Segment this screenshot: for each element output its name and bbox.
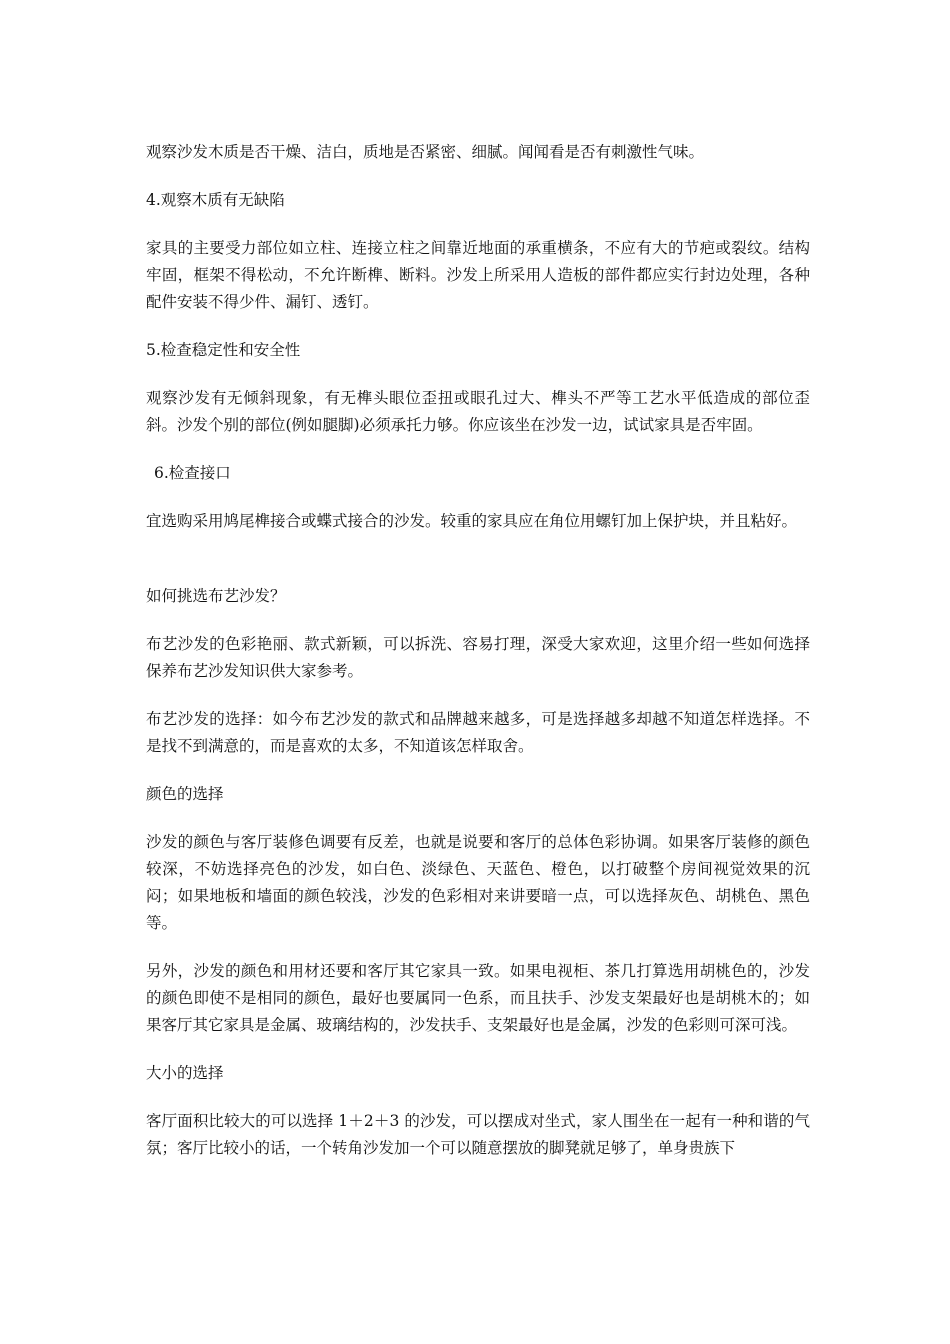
paragraph-fabric-sofa-intro: 布艺沙发的色彩艳丽、款式新颖，可以拆洗、容易打理，深受大家欢迎，这里介绍一些如何选择保养布艺沙发知识供大家参考。 bbox=[146, 635, 810, 680]
heading-check-joints: 6.检查接口 bbox=[154, 464, 231, 482]
paragraph-stability-safety: 观察沙发有无倾斜现象，有无榫头眼位歪扭或眼孔过大、榫头不严等工艺水平低造成的部位歪斜。沙发个别的部位(例如腿脚)必须承托力够。你应该坐在沙发一边，试试家具是否牢固。 bbox=[146, 389, 810, 434]
paragraph-check-joints: 宜选购采用鸠尾榫接合或蝶式接合的沙发。较重的家具应在角位用螺钉加上保护块，并且粘好。 bbox=[146, 512, 798, 530]
paragraph-color-contrast: 沙发的颜色与客厅装修色调要有反差，也就是说要和客厅的总体色彩协调。如果客厅装修的颜色较深，不妨选择亮色的沙发，如白色、淡绿色、天蓝色、橙色，以打破整个房间视觉效果的沉闷；如果地板和墙面的颜色较浅，沙发的色彩相对来讲要暗一点，可以选择灰色、胡桃色、黑色等。 bbox=[146, 833, 810, 932]
paragraph-size-choice: 客厅面积比较大的可以选择 1＋2＋3 的沙发，可以摆成对坐式，家人围坐在一起有一种和谐的气氛；客厅比较小的话，一个转角沙发加一个可以随意摆放的脚凳就足够了，单身贵族下 bbox=[146, 1112, 810, 1157]
heading-wood-defects: 4.观察木质有无缺陷 bbox=[146, 191, 285, 209]
document-body bbox=[146, 139, 810, 1183]
paragraph-color-consistency: 另外，沙发的颜色和用材还要和客厅其它家具一致。如果电视柜、茶几打算选用胡桃色的，沙发的颜色即使不是相同的颜色，最好也要属同一色系，而且扶手、沙发支架最好也是胡桃木的；如果客厅其它家具是金属、玻璃结构的，沙发扶手、支架最好也是金属，沙发的色彩则可深可浅。 bbox=[146, 962, 810, 1034]
paragraph-wood-defects: 家具的主要受力部位如立柱、连接立柱之间靠近地面的承重横条，不应有大的节疤或裂纹。结构牢固，框架不得松动，不允许断榫、断料。沙发上所采用人造板的部件都应实行封边处理，各种配件安装不得少件、漏钉、透钉。 bbox=[146, 239, 810, 311]
heading-size-choice: 大小的选择 bbox=[146, 1064, 224, 1082]
paragraph-fabric-sofa-selection: 布艺沙发的选择：如今布艺沙发的款式和品牌越来越多，可是选择越多却越不知道怎样选择。不是找不到满意的，而是喜欢的太多，不知道该怎样取舍。 bbox=[146, 710, 810, 755]
heading-fabric-sofa: 如何挑选布艺沙发？ bbox=[146, 587, 286, 605]
heading-stability-safety: 5.检查稳定性和安全性 bbox=[146, 341, 301, 359]
paragraph-wood-quality: 观察沙发木质是否干燥、洁白，质地是否紧密、细腻。闻闻看是否有刺激性气味。 bbox=[146, 143, 705, 161]
heading-color-choice: 颜色的选择 bbox=[146, 785, 224, 803]
